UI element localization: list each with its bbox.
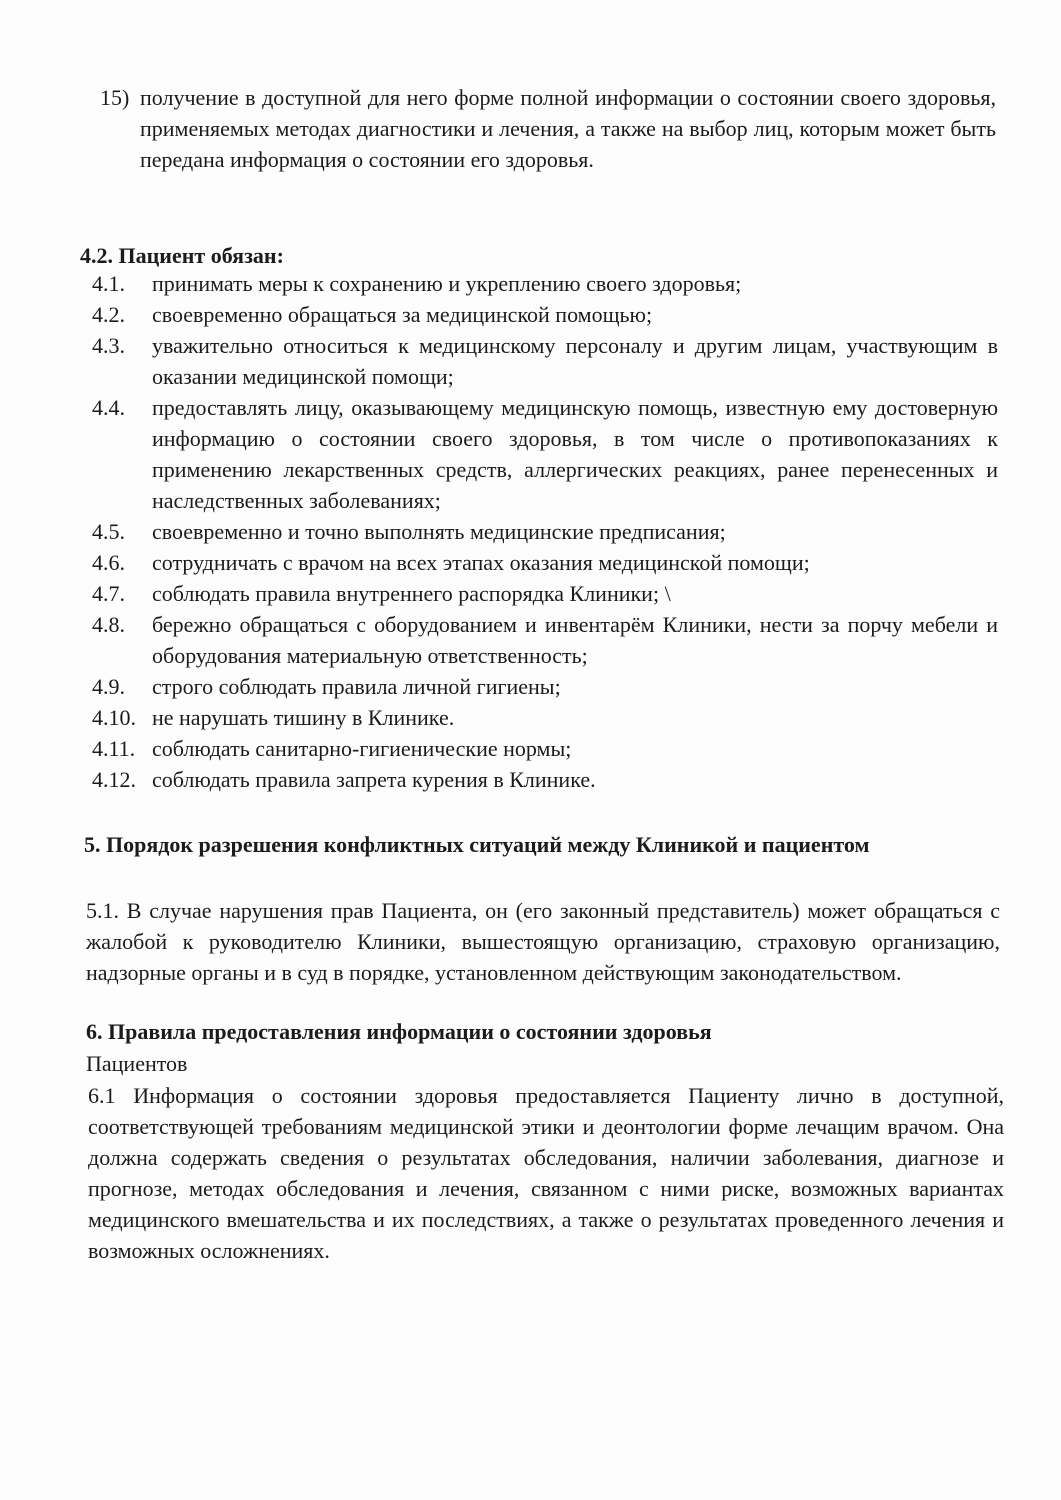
list-item-text: предоставлять лицу, оказывающему медицинскую помощь, известную ему достоверную информацию о состоянии своего здоровья, в том числе о противопоказаниях к применению лекарственных средств, аллергических реакциях, ранее перенесенных и наследственных заболеваниях; bbox=[152, 395, 998, 513]
list-item-text: соблюдать правила внутреннего распорядка Клиники; \ bbox=[152, 581, 671, 606]
list-item-15 bbox=[100, 82, 996, 175]
list-item bbox=[92, 609, 998, 671]
section-heading-6: 6. Правила предоставления информации о состоянии здоровья bbox=[86, 1019, 712, 1044]
list-item-text: принимать меры к сохранению и укреплению своего здоровья; bbox=[152, 271, 742, 296]
list-item bbox=[92, 547, 998, 578]
patient-duties-list bbox=[92, 268, 998, 795]
list-item-number: 4.12. bbox=[92, 767, 136, 792]
list-item-text: своевременно и точно выполнять медицинские предписания; bbox=[152, 519, 726, 544]
list-item-number: 4.3. bbox=[92, 333, 125, 358]
list-item-text: получение в доступной для него форме полной информации о состоянии своего здоровья, применяемых методах диагностики и лечения, а также на выбор лиц, которым может быть передана информация о состоянии его здоровья. bbox=[140, 85, 996, 172]
list-item bbox=[92, 330, 998, 392]
list-item-number: 4.11. bbox=[92, 736, 136, 761]
list-item bbox=[92, 516, 998, 547]
list-item-text: соблюдать санитарно-гигиенические нормы; bbox=[152, 736, 572, 761]
list-item-number: 4.2. bbox=[92, 302, 125, 327]
list-item-number: 4.8. bbox=[92, 612, 125, 637]
list-item-text: бережно обращаться с оборудованием и инвентарём Клиники, нести за порчу мебели и оборудования материальную ответственность; bbox=[152, 612, 998, 668]
list-item-text: уважительно относиться к медицинскому персоналу и другим лицам, участвующим в оказании медицинской помощи; bbox=[152, 333, 998, 389]
list-item bbox=[92, 733, 998, 764]
list-item bbox=[92, 671, 998, 702]
list-item-text: своевременно обращаться за медицинской помощью; bbox=[152, 302, 653, 327]
paragraph-5-1: 5.1. В случае нарушения прав Пациента, он (его законный представитель) может обращаться с жалобой к руководителю Клиники, вышестоящую организацию, страховую организацию, надзорные органы и в суд в порядке, установленном действующим законодательством. bbox=[86, 898, 1000, 985]
list-item bbox=[92, 702, 998, 733]
list-item-text: сотрудничать с врачом на всех этапах оказания медицинской помощи; bbox=[152, 550, 810, 575]
list-item bbox=[92, 578, 998, 609]
section-heading-4-2: 4.2. Пациент обязан: bbox=[80, 243, 284, 268]
list-item-number: 4.7. bbox=[92, 581, 125, 606]
list-item bbox=[92, 392, 998, 516]
list-item-number: 4.5. bbox=[92, 519, 125, 544]
list-item-number: 4.10. bbox=[92, 705, 136, 730]
list-item bbox=[92, 268, 998, 299]
list-item-number: 15) bbox=[100, 85, 130, 110]
list-item-number: 4.4. bbox=[92, 395, 125, 420]
list-item-text: соблюдать правила запрета курения в Клинике. bbox=[152, 767, 596, 792]
list-item-text: не нарушать тишину в Клинике. bbox=[152, 705, 455, 730]
list-item-number: 4.1. bbox=[92, 271, 125, 296]
list-item bbox=[92, 764, 998, 795]
list-item-text: строго соблюдать правила личной гигиены; bbox=[152, 674, 561, 699]
section-subheading-6: Пациентов bbox=[86, 1051, 188, 1076]
list-item-number: 4.6. bbox=[92, 550, 125, 575]
list-item-number: 4.9. bbox=[92, 674, 125, 699]
section-heading-5: 5. Порядок разрешения конфликтных ситуаций между Клиникой и пациентом bbox=[84, 832, 870, 857]
list-item bbox=[92, 299, 998, 330]
paragraph-6-1: 6.1 Информация о состоянии здоровья предоставляется Пациенту лично в доступной, соответствующей требованиям медицинской этики и деонтологии форме лечащим врачом. Она должна содержать сведения о результатах обследования, наличии заболевания, диагнозе и прогнозе, методах обследования и лечения, связанном с ними риске, возможных вариантах медицинского вмешательства и их последствиях, а также о результатах проведенного лечения и возможных осложнениях. bbox=[88, 1083, 1004, 1263]
